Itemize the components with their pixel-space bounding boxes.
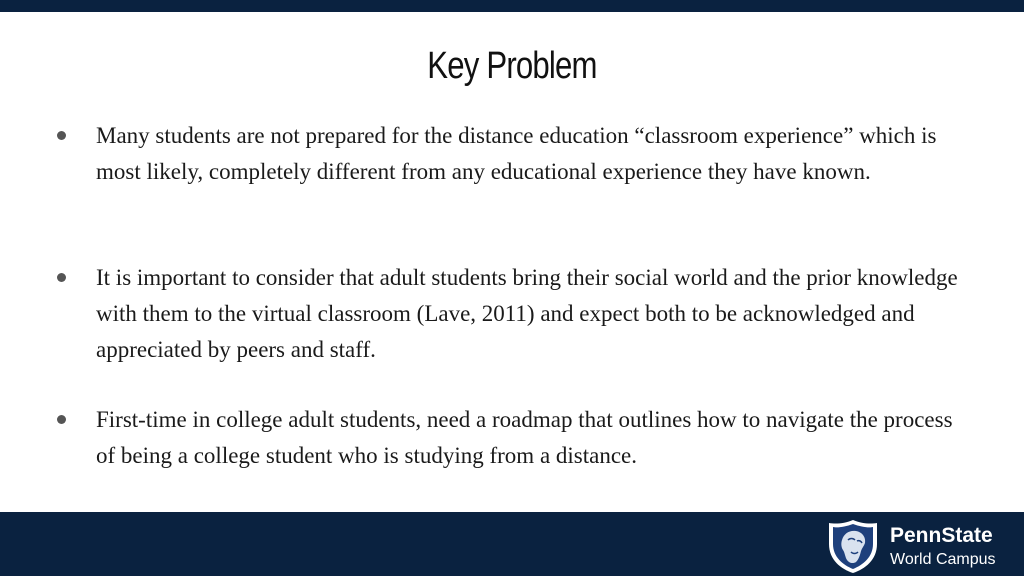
bullet-text: First-time in college adult students, need a roadmap that outlines how to navigate the process of being a college student who is studying from a distance. [96,407,953,468]
bullet-text: Many students are not prepared for the distance education “classroom experience” which is most likely, completely different from any educational experience they have known. [96,123,937,184]
top-bar [0,0,1024,12]
slide-title: Key Problem [427,45,597,87]
pennstate-world-campus-logo [826,518,1016,574]
bullet-text: It is important to consider that adult students bring their social world and the prior knowledge with them to the virtual classroom (Lave, 2011) and expect both to be acknowledged and appreciated by peers and staff. [96,265,958,362]
bullet-dot-icon [57,273,66,282]
footer-bar [0,512,1024,576]
nittany-lion-shield-icon [826,518,880,574]
logo-subtitle: World Campus [890,551,996,568]
logo-wordmark: PennState [890,524,993,547]
bullet-dot-icon [57,131,66,140]
bullet-dot-icon [57,415,66,424]
